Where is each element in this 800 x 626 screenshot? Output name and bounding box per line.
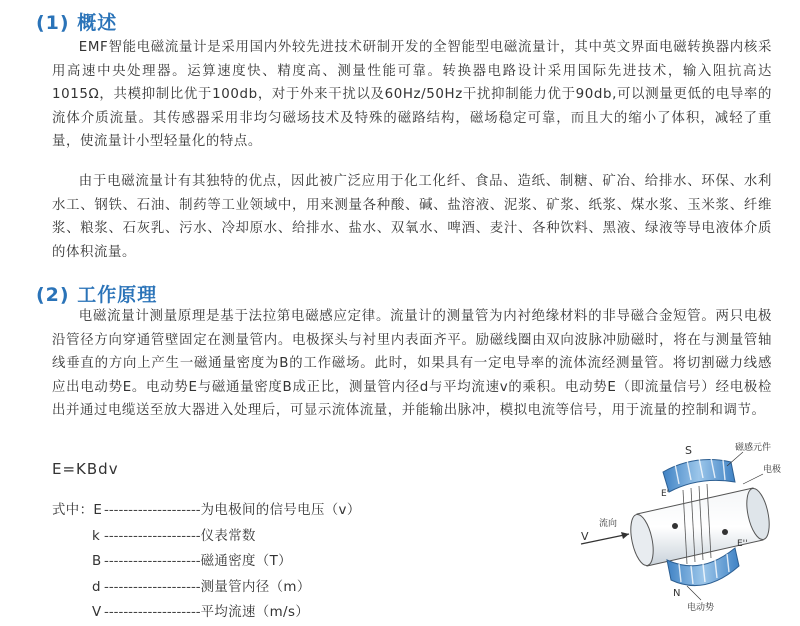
flow-direction-label: 流向 bbox=[599, 519, 618, 529]
variable-description: 为电极间的信号电压（v） bbox=[200, 503, 361, 518]
variable-symbol: 式中：E bbox=[52, 503, 103, 518]
variable-symbol: k bbox=[92, 528, 101, 544]
coil-label: 磁感元件 bbox=[735, 443, 772, 453]
variable-row-e bbox=[52, 498, 361, 524]
magnet-s bbox=[663, 444, 735, 492]
principle-paragraph: 电磁流量计测量原理是基于法拉第电磁感应定律。流量计的测量管为内衬绝缘材料的非导磁合金短管。两只电极沿管径方向穿通管壁固定在测量管内。电极探头与衬里内表面齐平。励磁线圈由双向波脉冲励磁时，将在与测量管轴线垂直的方向上产生一磁通量密度为B的工作磁场。此时，如果具有一定电导率的流体流经测量管。将切割磁力线感应出电动势E。电动势E与磁通量密度B成正比，测量管内径d与平均流速v的乘积。电动势E（即流量信号）经电极检出并通过电缆送至放大器进入处理后，可显示流体流量，并能输出脉冲，模拟电流等信号，用于流量的控制和调节。 bbox=[52, 309, 772, 418]
flowmeter-principle-diagram bbox=[575, 436, 795, 612]
variable-row-b bbox=[52, 549, 361, 575]
flow-arrow bbox=[581, 517, 629, 544]
variable-dashes: -------------------- bbox=[104, 554, 201, 569]
section-title-overview: (1) 概述 bbox=[36, 12, 118, 34]
variable-symbol: d bbox=[92, 579, 101, 595]
magnet-n-label: N bbox=[673, 588, 681, 599]
velocity-label: V bbox=[581, 530, 589, 543]
variable-description: 仪表常数 bbox=[200, 528, 256, 544]
variable-list bbox=[52, 498, 361, 626]
variable-row-k bbox=[52, 524, 361, 550]
variable-row-d bbox=[52, 575, 361, 601]
section-title-principle: (2) 工作原理 bbox=[36, 284, 158, 306]
variable-symbol: B bbox=[92, 554, 102, 569]
emf-label-e2: E'' bbox=[737, 539, 748, 549]
variable-row-v bbox=[52, 600, 361, 626]
electrode-left bbox=[672, 523, 678, 529]
magnet-s-label: S bbox=[685, 444, 692, 457]
variable-dashes: -------------------- bbox=[104, 503, 201, 518]
emf-label: 电动势 bbox=[687, 603, 715, 612]
variable-dashes: -------------------- bbox=[104, 605, 201, 620]
formula: E=KBdv bbox=[52, 460, 119, 478]
overview-paragraph-1: EMF智能电磁流量计是采用国内外较先进技术研制开发的全智能型电磁流量计，其中英文界面电磁转换器内核采用高速中央处理器。运算速度快、精度高、测量性能可靠。转换器电路设计采用国际先进技术，输入阻抗高达1015Ω，共模抑制比优于100db，对于外来干扰以及60Hz/50Hz干扰抑制能力优于90db,可以测量更低的电导率的流体介质流量。其传感器采用非均匀磁场技术及特殊的磁路结构，磁场稳定可靠，而且大的缩小了体积，减轻了重量，使流量计小型轻量化的特点。 bbox=[52, 40, 772, 149]
electrode-right bbox=[722, 529, 728, 535]
variable-dashes: -------------------- bbox=[104, 579, 201, 595]
variable-description: 测量管内径（m） bbox=[200, 579, 311, 595]
variable-dashes: -------------------- bbox=[104, 528, 201, 544]
electrode-label: 电极 bbox=[763, 465, 782, 475]
variable-description: 磁通密度（T） bbox=[200, 554, 292, 569]
variable-description: 平均流速（m/s） bbox=[200, 605, 310, 620]
overview-paragraph-2: 由于电磁流量计有其独特的优点，因此被广泛应用于化工化纤、食品、造纸、制糖、矿冶、给排水、环保、水利水工、钢铁、石油、制药等工业领域中，用来测量各种酸、碱、盐溶液、泥浆、矿浆、纸浆、煤水浆、玉米浆、纤维浆、粮浆、石灰乳、污水、冷却原水、给排水、盐水、双氧水、啤酒、麦汁、各种饮料、黑液、绿液等导电液体介质的体积流量。 bbox=[52, 174, 772, 260]
emf-label-e1: E' bbox=[661, 489, 670, 499]
variable-symbol: V bbox=[92, 605, 102, 620]
